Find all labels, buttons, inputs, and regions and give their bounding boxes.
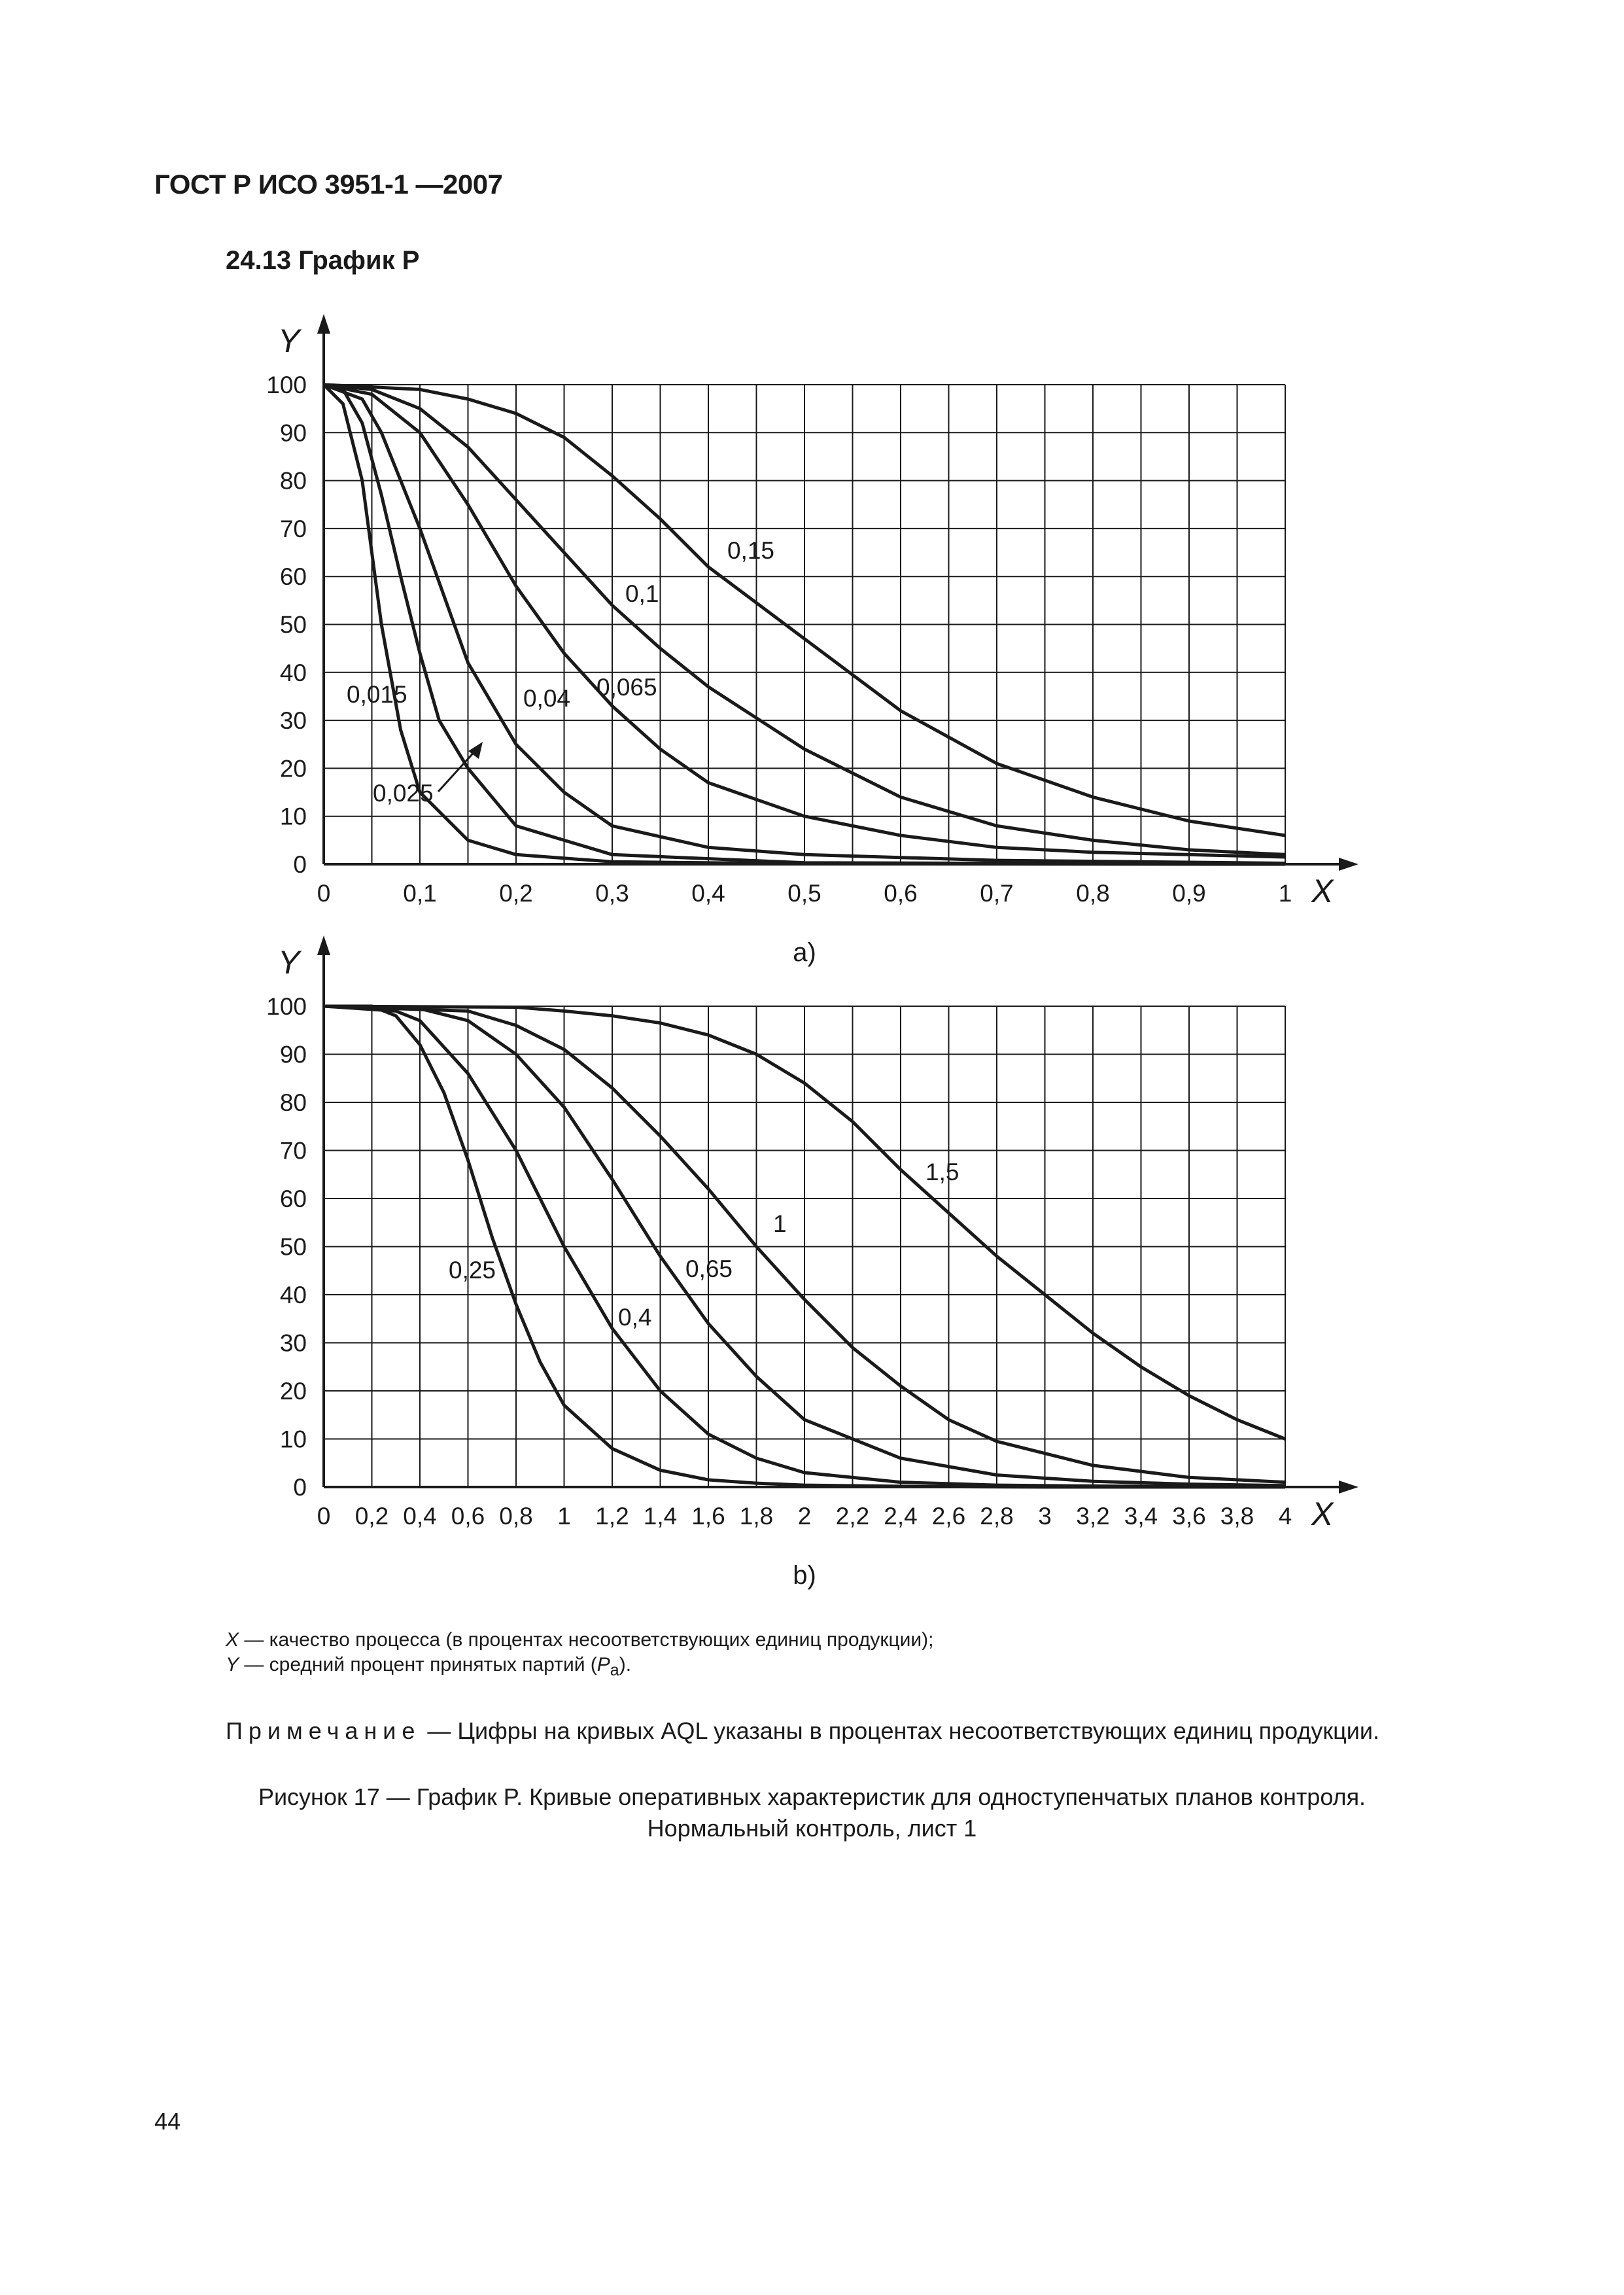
y-axis-title: Y [278,944,300,981]
y-tick-label: 70 [279,515,307,542]
x-tick-label: 0,9 [1172,880,1206,907]
curve-label: 0,1 [625,580,659,607]
legend-y-symbol: Y [226,1654,239,1675]
y-axis-title: Y [278,323,300,359]
note-label: Примечание [226,1717,421,1744]
y-tick-label: 40 [279,659,307,686]
section-title: 24.13 График P [226,246,420,275]
label-pointer-line [438,748,477,792]
legend-y-text-post: ). [619,1654,632,1675]
x-tick-label: 1,6 [691,1503,725,1530]
curve-label: 0,15 [727,537,775,564]
x-tick-label: 0 [317,880,331,907]
figure-caption-line-2: Нормальный контроль, лист 1 [647,1815,977,1842]
y-tick-label: 20 [279,755,307,782]
y-axis-arrow [317,314,330,334]
page-number: 44 [154,2108,181,2135]
legend-x-text: — качество процесса (в процентах несоответствующих единиц продукции); [239,1629,934,1651]
x-tick-label: 2,8 [980,1503,1014,1530]
y-axis-arrow [317,936,330,955]
x-tick-label: 3,8 [1220,1503,1254,1530]
x-tick-label: 0,2 [354,1503,389,1530]
y-tick-label: 90 [279,419,307,447]
panel-label: b) [793,1561,816,1590]
y-tick-label: 70 [279,1137,307,1165]
x-tick-label: 1,8 [739,1503,774,1530]
y-tick-label: 80 [279,467,307,495]
y-tick-label: 30 [279,707,307,735]
x-tick-label: 0 [317,1503,331,1530]
x-tick-label: 0,6 [884,880,918,907]
curve-label: 0,065 [596,674,657,701]
x-tick-label: 1 [557,1503,571,1530]
x-tick-label: 2,2 [835,1503,870,1530]
x-axis-title: X [1311,873,1334,909]
curve-label: 0,04 [523,685,571,712]
y-tick-label: 90 [279,1041,307,1068]
legend-y-subscript: a [610,1661,619,1679]
x-tick-label: 0,6 [451,1503,485,1530]
y-tick-label: 30 [279,1329,307,1357]
y-tick-label: 0 [293,1474,307,1501]
y-tick-label: 20 [279,1378,307,1405]
x-axis-arrow [1339,858,1358,871]
x-tick-label: 0,8 [1076,880,1110,907]
y-tick-label: 80 [279,1089,307,1116]
legend-x-symbol: X [226,1629,239,1651]
x-tick-label: 0,7 [980,880,1014,907]
x-tick-label: 1,2 [595,1503,629,1530]
x-axis-title: X [1311,1496,1334,1532]
legend-y [226,1654,631,1680]
legend-y-p: P [596,1654,610,1675]
x-tick-label: 0,1 [403,880,437,907]
y-tick-label: 10 [279,1426,307,1453]
legend-x [226,1629,934,1651]
note-text: — Цифры на кривых AQL указаны в процентах несоответствующих единиц продукции. [421,1717,1379,1744]
x-tick-label: 1,4 [643,1503,678,1530]
document-header: ГОСТ Р ИСО 3951-1 —2007 [154,169,503,200]
x-tick-label: 0,4 [691,880,725,907]
x-tick-label: 0,5 [787,880,821,907]
x-tick-label: 0,4 [403,1503,437,1530]
figure-caption-line-1: Рисунок 17 — График P. Кривые оперативных характеристик для одноступенчатых планов контроля. [258,1783,1366,1810]
x-tick-label: 3,4 [1124,1503,1158,1530]
curve-label: 0,4 [618,1304,652,1331]
y-tick-label: 100 [266,372,307,398]
panel-label: a) [793,938,816,967]
y-tick-label: 50 [279,1233,307,1261]
curve-label: 1 [773,1210,787,1237]
legend-y-text: — средний процент принятых партий ( [239,1654,597,1675]
curve-label: 0,65 [685,1255,733,1282]
y-tick-label: 0 [293,851,307,878]
x-tick-label: 0,8 [499,1503,533,1530]
x-tick-label: 0,2 [499,880,533,907]
x-tick-label: 3,2 [1076,1503,1110,1530]
chart-a [235,307,1347,967]
chart-b [235,937,1347,1591]
x-axis-arrow [1339,1480,1358,1494]
curve-label: 0,025 [373,780,434,807]
y-tick-label: 60 [279,1185,307,1212]
y-tick-label: 50 [279,611,307,639]
x-tick-label: 3 [1038,1503,1052,1530]
x-tick-label: 2 [797,1503,812,1530]
note [226,1717,1379,1745]
x-tick-label: 2,4 [884,1503,918,1530]
curve-label: 1,5 [925,1159,959,1185]
x-tick-label: 1 [1278,880,1292,907]
x-tick-label: 4 [1278,1503,1292,1530]
x-tick-label: 0,3 [595,880,629,907]
x-tick-label: 3,6 [1172,1503,1206,1530]
y-tick-label: 40 [279,1282,307,1308]
y-tick-label: 100 [266,993,307,1020]
x-tick-label: 2,6 [931,1503,966,1530]
curve-label: 0,25 [449,1257,496,1284]
y-tick-label: 10 [279,803,307,830]
curve-label: 0,015 [347,681,407,708]
y-tick-label: 60 [279,563,307,591]
